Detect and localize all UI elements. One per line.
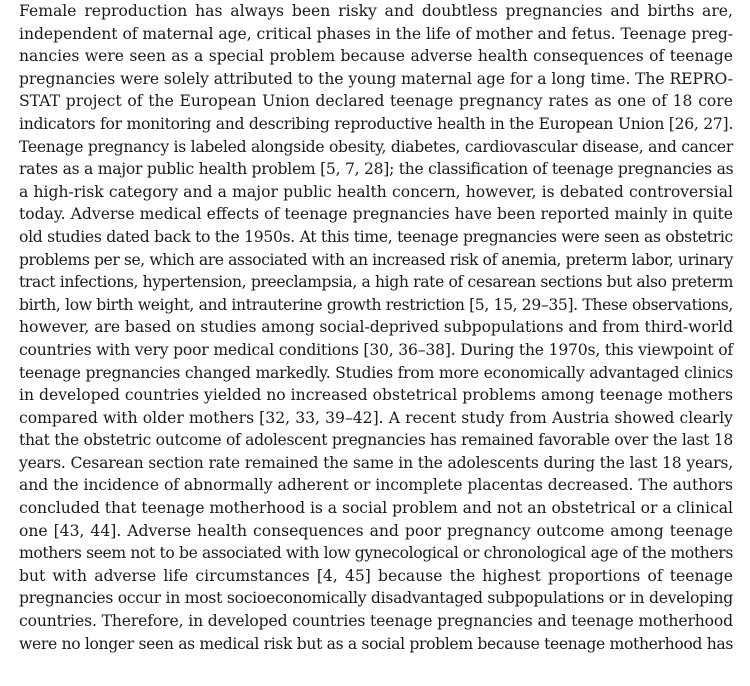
- text-line-19: compared with older mothers [32, 33, 39–42]. A recent study from Austria showed clearly: [19, 408, 733, 427]
- text-line-8: rates as a major public health problem [5, 7, 28]; the classification of teenage pregnancies as: [19, 160, 734, 179]
- text-line-18: in developed countries yielded no increased obstetrical problems among teenage mothers: [19, 386, 733, 405]
- body-paragraph: [19, 0, 733, 655]
- text-line-13: tract infections, hypertension, preeclampsia, a high rate of cesarean sections but also preterm: [19, 273, 733, 292]
- text-line-14: birth, low birth weight, and intrauterine growth restriction [5, 15, 29–35]. These observations,: [19, 295, 734, 314]
- text-line-26: but with adverse life circumstances [4, 45] because the highest proportions of teenage: [19, 566, 733, 585]
- text-line-10: today. Adverse medical effects of teenage pregnancies have been reported mainly in quite: [19, 205, 733, 224]
- text-line-9: a high-risk category and a major public health concern, however, is debated controversial: [19, 182, 733, 201]
- text-line-23: concluded that teenage motherhood is a social problem and not an obstetrical or a clinical: [19, 499, 734, 518]
- text-line-6: indicators for monitoring and describing reproductive health in the European Union [26, 27].: [19, 114, 733, 133]
- text-line-1: Female reproduction has always been risky and doubtless pregnancies and births are,: [19, 2, 733, 20]
- text-line-11: old studies dated back to the 1950s. At this time, teenage pregnancies were seen as obstetric: [19, 227, 733, 246]
- text-line-27: pregnancies occur in most socioeconomically disadvantaged subpopulations or in developing: [19, 589, 734, 608]
- text-line-4: pregnancies were solely attributed to the young maternal age for a long time. The REPRO-: [19, 69, 733, 88]
- text-line-20: that the obstetric outcome of adolescent pregnancies has remained favorable over the last 18: [19, 431, 733, 450]
- text-line-25: mothers seem not to be associated with low gynecological or chronological age of the mothers: [19, 544, 733, 563]
- text-line-12: problems per se, which are associated with an increased risk of anemia, preterm labor, urinary: [19, 250, 733, 269]
- text-line-29: were no longer seen as medical risk but as a social problem because teenage motherhood has: [19, 634, 733, 653]
- text-line-24: one [43, 44]. Adverse health consequences and poor pregnancy outcome among teenage: [19, 521, 733, 540]
- text-line-5: STAT project of the European Union declared teenage pregnancy rates as one of 18 core: [19, 92, 733, 111]
- text-line-22: and the incidence of abnormally adherent or incomplete placentas decreased. The authors: [19, 476, 734, 495]
- text-line-16: countries with very poor medical conditions [30, 36–38]. During the 1970s, this viewpoint of: [19, 340, 734, 359]
- text-line-2: independent of maternal age, critical phases in the life of mother and fetus. Teenage preg-: [19, 24, 733, 43]
- text-line-15: however, are based on studies among social-deprived subpopulations and from third-world: [19, 318, 734, 337]
- text-line-17: teenage pregnancies changed markedly. Studies from more economically advantaged clinics: [19, 363, 734, 382]
- text-line-28: countries. Therefore, in developed countries teenage pregnancies and teenage motherhood: [19, 612, 734, 631]
- text-line-3: nancies were seen as a special problem because adverse health consequences of teenage: [19, 47, 733, 66]
- text-line-7: Teenage pregnancy is labeled alongside obesity, diabetes, cardiovascular disease, and cancer: [19, 137, 733, 156]
- text-line-21: years. Cesarean section rate remained the same in the adolescents during the last 18 years,: [19, 453, 733, 472]
